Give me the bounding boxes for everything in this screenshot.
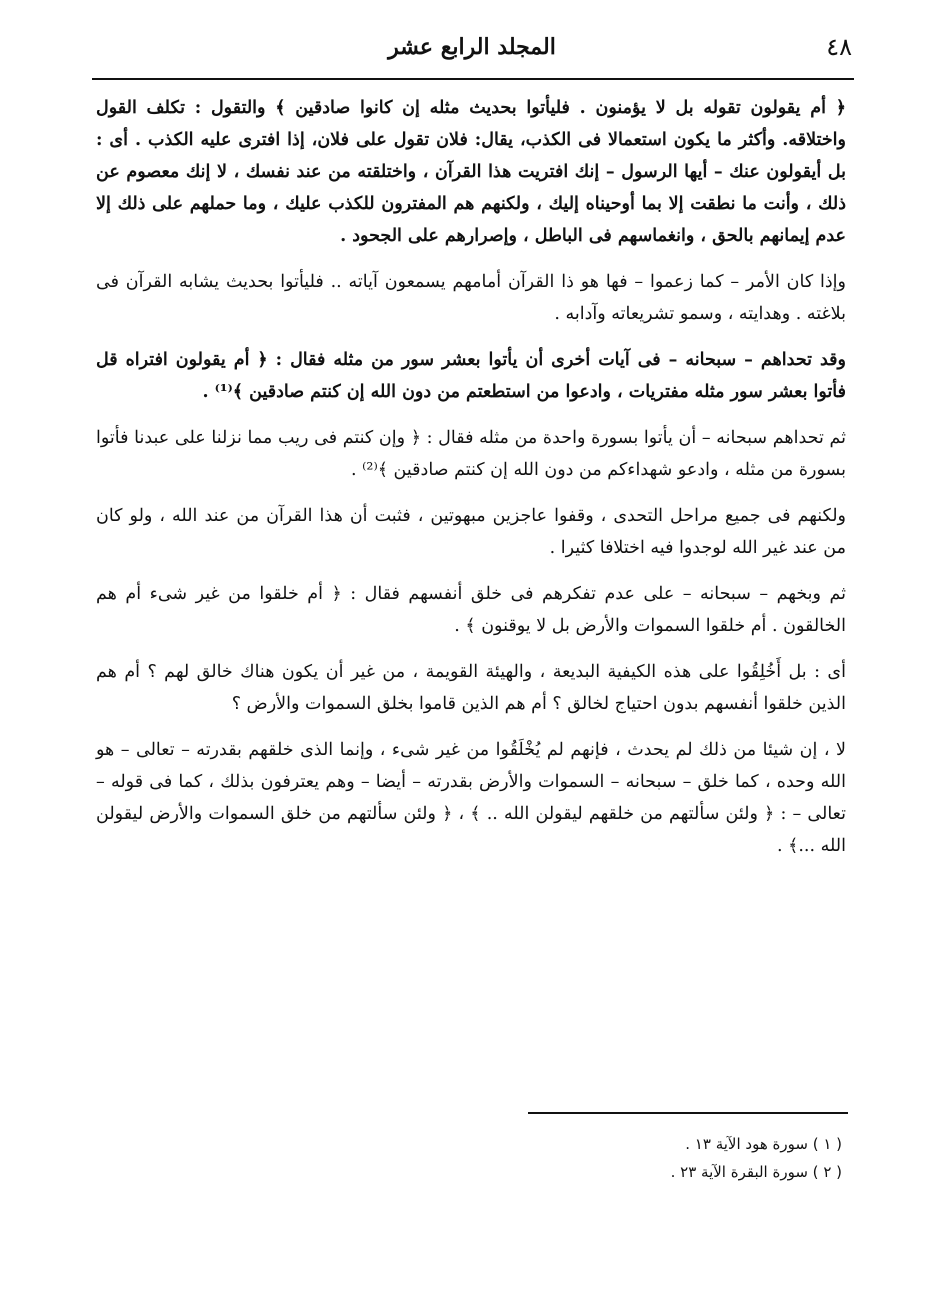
footnote-divider: [528, 1112, 848, 1114]
header-divider: [92, 78, 854, 80]
paragraph-8: لا ، إن شيئا من ذلك لم يحدث ، فإنهم لم يُخْلَقُوا من غير شىء ، وإنما الذى خلقهم بقدرته – تعالى – هو الله وحده ، كما خلق – سبحانه – السموات والأرض بقدرته – أيضا – وهم يعترفون بذلك ، كما فى قوله – تعالى – : ﴿ ولئن سألتهم من خلقهم ليقولن الله .. ﴾ ، ﴿ ولئن سألتهم من خلق السموات والأرض ليقولن الله ...﴾ .: [96, 740, 846, 856]
paragraph-7: أى : بل أَخُلِقُوا على هذه الكيفية البديعة ، والهيئة القويمة ، من غير أن يكون هناك خالق لهم ؟ أم هم الذين خلقوا أنفسهم بدون احتياج لخالق ؟ أم هم الذين قاموا بخلق السموات والأرض ؟: [96, 662, 846, 714]
paragraph-1: ﴿ أم يقولون تقوله بل لا يؤمنون . فليأتوا بحديث مثله إن كانوا صادقين ﴾ والتقول : تكلف القول واختلاقه. وأكثر ما يكون استعمالا فى الكذب، يقال: فلان تقول على فلان، إذا افترى عليه الكذب . أى : بل أيقولون عنك – أيها الرسول – إنك افتريت هذا القرآن ، واختلقته من عند نفسك ، لا إنك معصوم عن ذلك ، وأنت ما نطقت إلا بما أوحيناه إليك ، ولكنهم هم المفترون للكذب عليك ، وما حملهم على ذلك إلا عدم إيمانهم بالحق ، وانغماسهم فى الباطل ، وإصرارهم على الجحود .: [96, 98, 846, 246]
running-title: المجلد الرابع عشر: [388, 34, 556, 60]
paragraph-4: ثم تحداهم سبحانه – أن يأتوا بسورة واحدة من مثله فقال : ﴿ وإن كنتم فى ريب مما نزلنا على عبدنا فأتوا بسورة من مثله ، وادعو شهداءكم من دون الله إن كنتم صادقين ﴾⁽²⁾ .: [96, 428, 846, 480]
page-number: ٤٨: [826, 33, 852, 61]
paragraph-6: ثم وبخهم – سبحانه – على عدم تفكرهم فى خلق أنفسهم فقال : ﴿ أم خلقوا من غير شىء أم هم الخالقون . أم خلقوا السموات والأرض بل لا يوقنون ﴾ .: [96, 584, 846, 636]
footnote-2: ( ٢ ) سورة البقرة الآية ٢٣ .: [670, 1163, 842, 1181]
footnotes: [242, 1130, 842, 1186]
paragraph-3: وقد تحداهم – سبحانه – فى آيات أخرى أن يأتوا بعشر سور من مثله فقال : ﴿ أم يقولون افتراه قل فأتوا بعشر سور مثله مفتريات ، وادعوا من استطعتم من دون الله إن كنتم صادقين ﴾⁽¹⁾ .: [96, 350, 846, 402]
main-text: [96, 92, 846, 876]
footnote-1: ( ١ ) سورة هود الآية ١٣ .: [685, 1135, 842, 1153]
paragraph-2: وإذا كان الأمر – كما زعموا – فها هو ذا القرآن أمامهم يسمعون آياته .. فليأتوا بحديث يشابه القرآن فى بلاغته . وهدايته ، وسمو تشريعاته وآدابه .: [96, 272, 846, 324]
page-header: [92, 32, 852, 72]
paragraph-5: ولكنهم فى جميع مراحل التحدى ، وقفوا عاجزين مبهوتين ، فثبت أن هذا القرآن من عند الله ، ولو كان من عند غير الله لوجدوا فيه اختلافا كثيرا .: [96, 506, 846, 558]
